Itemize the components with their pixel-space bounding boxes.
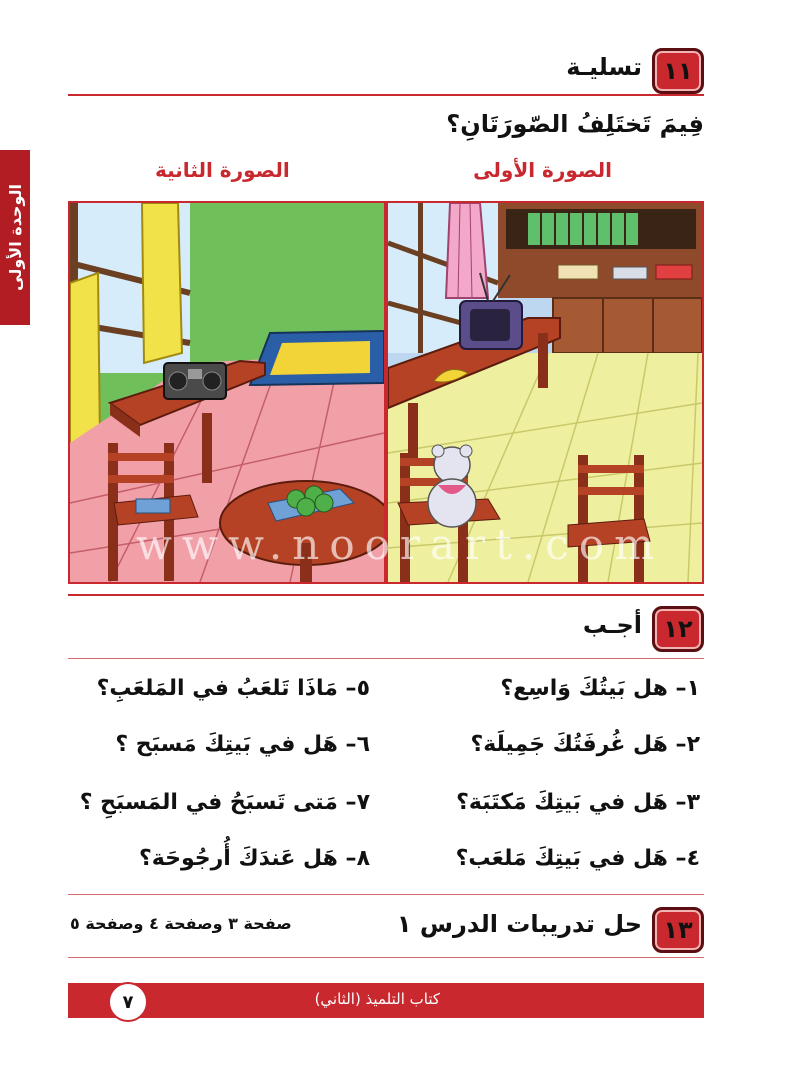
section-number-badge-11: ١١ [652,48,704,94]
second-picture [68,201,386,584]
question-6: ٦– هَل في بَيتِكَ مَسبَح ؟ [115,732,370,757]
page-number: ٧ [108,982,148,1022]
curtain-icon [446,203,488,298]
section-divider [68,658,704,659]
first-picture [386,201,704,584]
second-picture-label: الصورة الثانية [155,158,290,182]
unit-side-tab [0,150,30,325]
question-4: ٤– هَل في بَيتِكَ مَلعَب؟ [455,846,700,871]
exercise-question: فِيمَ تَختَلِفُ الصّورَتَانِ؟ [446,110,704,138]
question-5: ٥– مَاذَا تَلعَبُ في المَلعَبِ؟ [96,676,370,701]
question-7: ٧– مَتى تَسبَحُ في المَسبَحِ ؟ [79,790,370,815]
answer-pages: صفحة ٣ وصفحة ٤ وصفحة ٥ [70,914,292,933]
question-3: ٣– هَل في بَيتِكَ مَكتَبَة؟ [456,790,700,815]
section-title-13: حل تدريبات الدرس ١ [396,910,642,938]
section-number-badge-12: ١٢ [652,606,704,652]
question-2: ٢– هَل غُرفَتُكَ جَمِيلَة؟ [470,732,700,757]
book-title: كتاب التلميذ (الثاني) [314,990,440,1008]
unit-label: الوحدة الأولى [5,184,25,291]
section-divider [68,94,704,96]
section-divider [68,957,704,958]
section-divider [68,894,704,895]
section-title-11: تسليـة [566,53,642,81]
radio-icon [164,363,226,399]
question-8: ٨– هَل عَندَكَ أُرجُوحَة؟ [139,846,370,871]
question-1: ١– هل بَيتُكَ وَاسِع؟ [500,676,700,701]
teddy-bear-icon [428,445,476,527]
section-number-badge-13: ١٣ [652,907,704,953]
rug-icon [250,331,384,385]
first-picture-label: الصورة الأولى [473,158,612,182]
watermark: www.noorart.com [136,520,664,569]
section-title-12: أجـب [582,611,642,639]
section-divider [68,594,704,596]
